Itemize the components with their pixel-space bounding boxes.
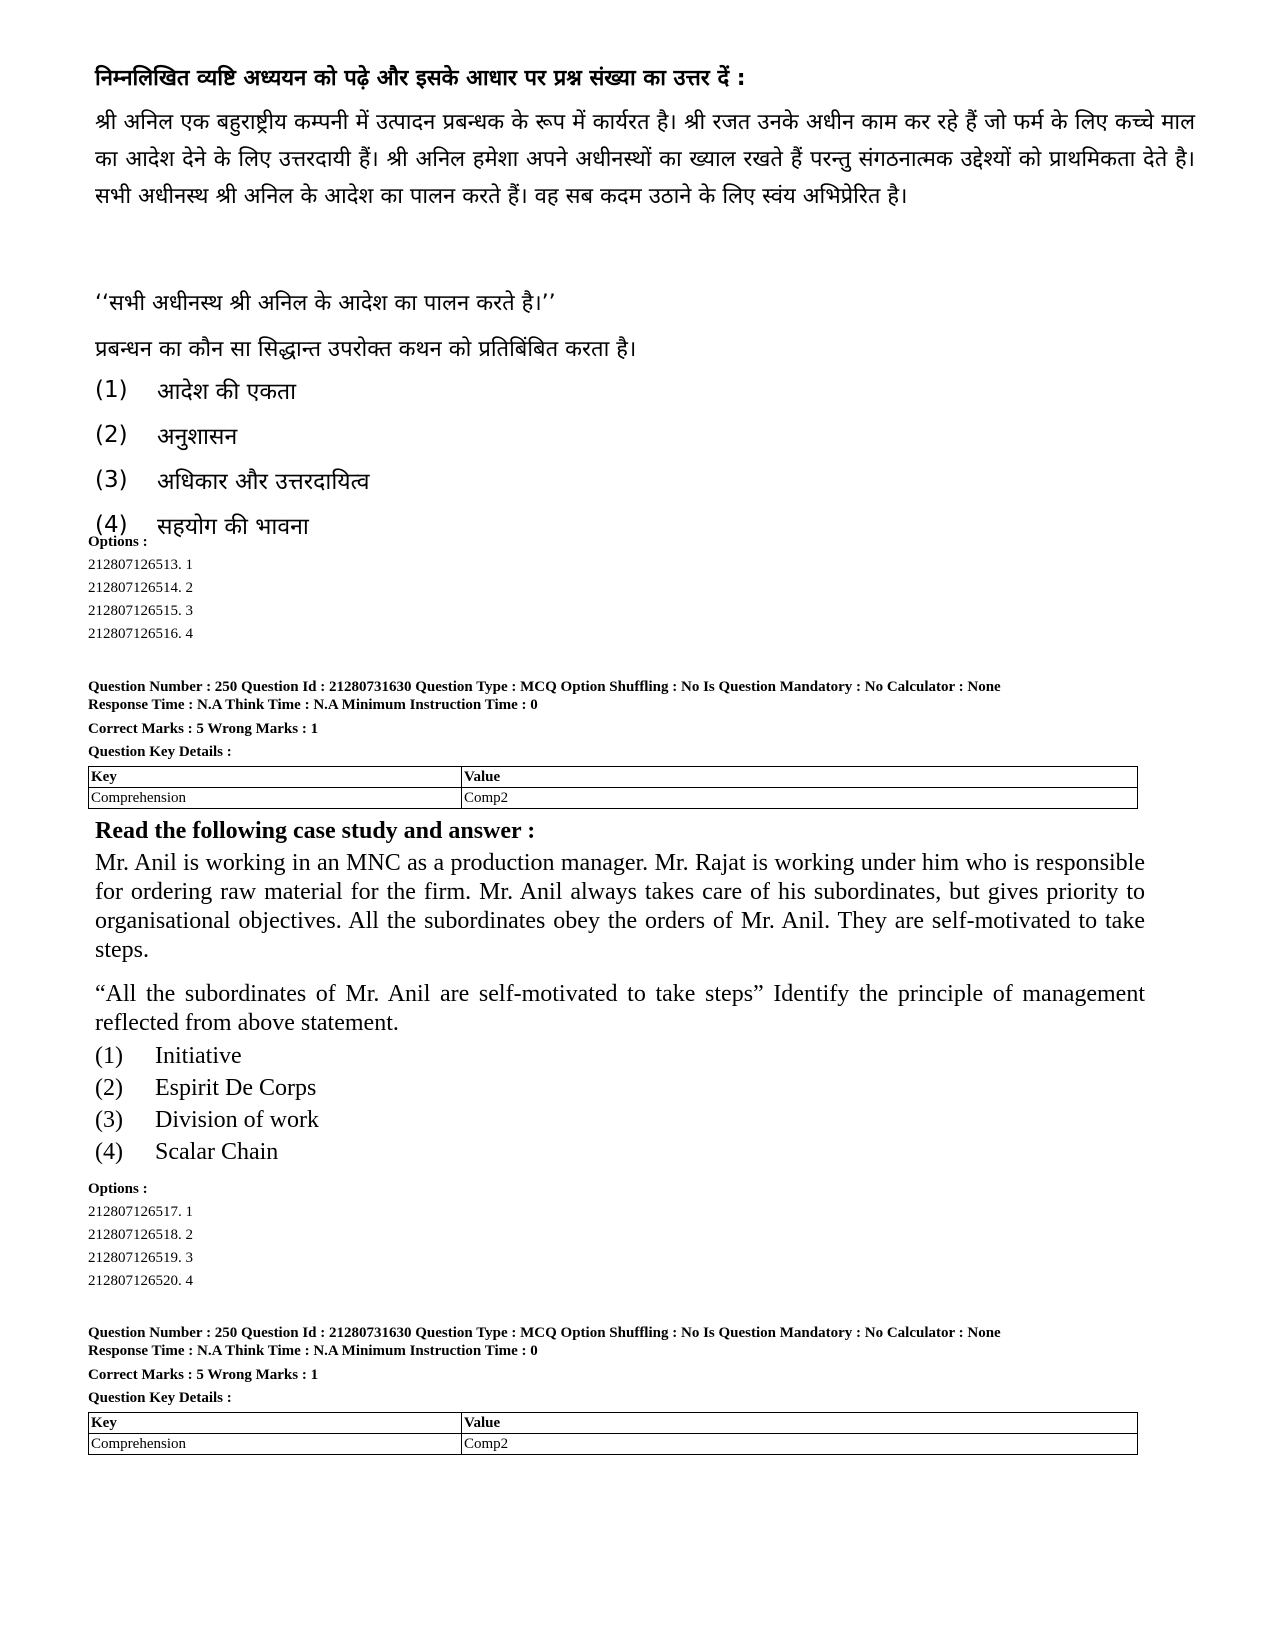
hindi-heading: निम्नलिखित व्यष्टि अध्ययन को पढ़े और इसके आधार पर प्रश्न संख्या का उत्तर दें : xyxy=(95,66,746,91)
hindi-quote: ‘‘सभी अधीनस्थ श्री अनिल के आदेश का पालन करते है।’’ xyxy=(95,291,556,316)
key-details-label: Question Key Details : xyxy=(88,744,232,760)
english-option xyxy=(95,1040,319,1072)
table-cell-key: Comprehension xyxy=(89,788,462,809)
option-id: 212807126520. 4 xyxy=(88,1273,193,1289)
question-info-line: Question Number : 250 Question Id : 21280731630 Question Type : MCQ Option Shuffling : No Is Question Mandatory : No Calculator : None xyxy=(88,679,1001,695)
option-number: (4) xyxy=(95,1138,123,1165)
option-text: आदेश की एकता xyxy=(157,378,297,405)
english-options-list xyxy=(95,1040,319,1168)
hindi-paragraph: श्री अनिल एक बहुराष्ट्रीय कम्पनी में उत्पादन प्रबन्धक के रूप में कार्यरत है। श्री रजत उनके अधीन काम कर रहे हैं जो फर्म के लिए कच्चे माल का आदेश देने के लिए उत्तरदायी हैं। श्री अनिल हमेशा अपने अधीनस्थों का ख्याल रखते हैं परन्तु संगठनात्मक उद्देश्यों को प्राथमिकता देते है। सभी अधीनस्थ श्री अनिल के आदेश का पालन करते हैं। वह सब कदम उठाने के लिए स्वंय अभिप्रेरित है। xyxy=(95,110,1195,209)
option-number: (3) xyxy=(95,466,128,493)
table-cell-value: Comp2 xyxy=(462,1434,1138,1455)
table-header-row xyxy=(89,767,1138,788)
option-id: 212807126513. 1 xyxy=(88,557,193,573)
marks-line: Correct Marks : 5 Wrong Marks : 1 xyxy=(88,721,319,737)
option-number: (3) xyxy=(95,1106,123,1133)
response-time-line: Response Time : N.A Think Time : N.A Minimum Instruction Time : 0 xyxy=(88,1343,538,1359)
option-text: अधिकार और उत्तरदायित्व xyxy=(157,468,370,495)
options-block-2 xyxy=(88,1178,193,1293)
hindi-options-list xyxy=(95,367,370,547)
english-option xyxy=(95,1104,319,1136)
english-paragraph: Mr. Anil is working in an MNC as a production manager. Mr. Rajat is working under him who is responsible for ordering raw material for the firm. Mr. Anil always takes care of his subordinates, but gives priority to organisational objectives. All the subordinates obey the orders of Mr. Anil. They are self-motivated to take steps. xyxy=(95,850,1145,963)
option-number: (2) xyxy=(95,421,128,448)
table-row xyxy=(89,1434,1138,1455)
table-header-key: Key xyxy=(89,767,462,788)
option-text: Initiative xyxy=(155,1042,242,1069)
option-number: (1) xyxy=(95,376,128,403)
option-id: 212807126514. 2 xyxy=(88,580,193,596)
english-question: “All the subordinates of Mr. Anil are self-motivated to take steps” Identify the principle of management reflected from above statement. xyxy=(95,981,1145,1036)
key-value-table-1 xyxy=(88,766,1138,809)
table-row xyxy=(89,788,1138,809)
key-details-label: Question Key Details : xyxy=(88,1390,232,1406)
table-header-value: Value xyxy=(462,1413,1138,1434)
response-time-line: Response Time : N.A Think Time : N.A Minimum Instruction Time : 0 xyxy=(88,697,538,713)
option-number: (1) xyxy=(95,1042,123,1069)
options-title: Options : xyxy=(88,534,148,550)
option-id: 212807126516. 4 xyxy=(88,626,193,642)
key-value-table-2 xyxy=(88,1412,1138,1455)
option-number: (2) xyxy=(95,1074,123,1101)
options-title: Options : xyxy=(88,1181,148,1197)
hindi-option xyxy=(95,457,370,502)
table-cell-value: Comp2 xyxy=(462,788,1138,809)
english-option xyxy=(95,1136,319,1168)
options-block-1 xyxy=(88,531,193,646)
option-text: Espirit De Corps xyxy=(155,1074,317,1101)
question-meta-1 xyxy=(88,678,1148,761)
option-text: Scalar Chain xyxy=(155,1138,279,1165)
question-info-line: Question Number : 250 Question Id : 21280731630 Question Type : MCQ Option Shuffling : No Is Question Mandatory : No Calculator : None xyxy=(88,1325,1001,1341)
question-meta-2 xyxy=(88,1324,1148,1407)
option-id: 212807126515. 3 xyxy=(88,603,193,619)
table-header-row xyxy=(89,1413,1138,1434)
option-text: Division of work xyxy=(155,1106,319,1133)
option-number: (4) xyxy=(95,511,128,538)
hindi-case-study xyxy=(95,62,1195,215)
option-text: सहयोग की भावना xyxy=(157,513,309,540)
option-id: 212807126519. 3 xyxy=(88,1250,193,1266)
marks-line: Correct Marks : 5 Wrong Marks : 1 xyxy=(88,1367,319,1383)
table-header-key: Key xyxy=(89,1413,462,1434)
hindi-question: प्रबन्धन का कौन सा सिद्धान्त उपरोक्त कथन को प्रतिबिंबित करता है। xyxy=(95,337,637,362)
option-id: 212807126518. 2 xyxy=(88,1227,193,1243)
option-text: अनुशासन xyxy=(157,423,238,450)
hindi-option xyxy=(95,367,370,412)
table-header-value: Value xyxy=(462,767,1138,788)
hindi-option xyxy=(95,412,370,457)
english-option xyxy=(95,1072,319,1104)
table-cell-key: Comprehension xyxy=(89,1434,462,1455)
option-id: 212807126517. 1 xyxy=(88,1204,193,1220)
english-heading: Read the following case study and answer : xyxy=(95,818,536,844)
